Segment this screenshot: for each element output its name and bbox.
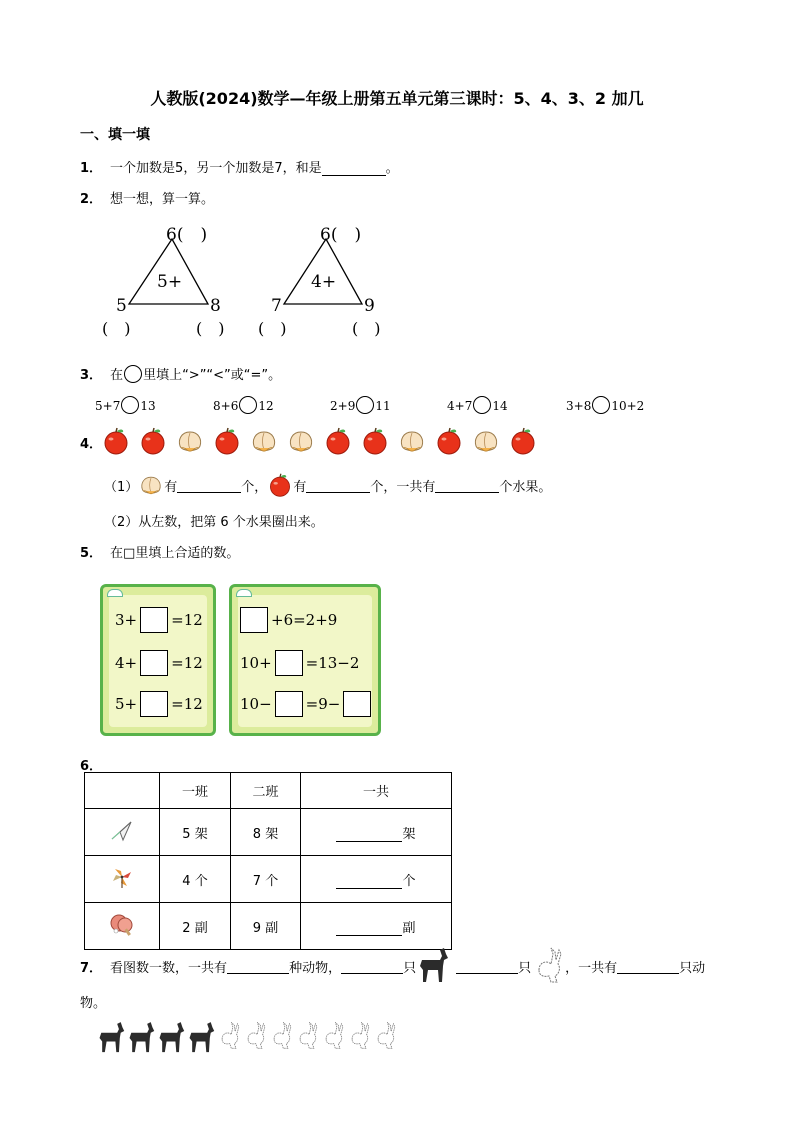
- answer-blank[interactable]: [456, 959, 518, 974]
- triangle-top-label: 6( ): [166, 225, 208, 245]
- data-table: [84, 772, 452, 950]
- answer-blank[interactable]: [336, 827, 402, 842]
- rabbit-icon: [346, 1018, 372, 1062]
- question-4-part-2: （2）从左数，把第 6 个水果圈出来。: [104, 515, 324, 530]
- compare-right: 14: [492, 399, 508, 413]
- compare-right: 12: [258, 399, 274, 413]
- answer-blank[interactable]: [336, 921, 402, 936]
- answer-box[interactable]: [140, 691, 168, 717]
- rabbit-icon: [320, 1018, 346, 1062]
- eq-post: +6=2+9: [271, 611, 338, 629]
- table-header-cell: [85, 773, 160, 809]
- apple-icon[interactable]: [211, 426, 243, 460]
- card-equation: [240, 650, 359, 676]
- triangle-top-label: 6( ): [320, 225, 362, 245]
- eq-pre: 5+: [115, 695, 138, 713]
- text-unit: 个，: [241, 479, 268, 495]
- pingpong-paddle-icon: [108, 911, 136, 937]
- question-text: 看图数一数，一共有: [110, 960, 228, 976]
- table-cell: 7 个: [231, 856, 301, 903]
- compare-item-5: [566, 396, 644, 414]
- question-3: [80, 364, 281, 383]
- question-text: 在□里填上合适的数。: [110, 546, 240, 561]
- triangle-puzzle-1: [98, 218, 248, 338]
- question-number: 6．: [80, 759, 103, 774]
- goat-icon: [186, 1018, 216, 1062]
- text-unit: 个，一共有: [370, 479, 436, 495]
- cloud-icon: [236, 589, 252, 597]
- triangle-bottom-right-blank[interactable]: ( ): [352, 319, 381, 338]
- cloud-icon: [107, 589, 123, 597]
- question-number: 7．: [80, 960, 103, 976]
- unit-text: 架: [402, 826, 416, 842]
- table-row: [85, 856, 452, 903]
- triangle-center-label: 4+: [311, 272, 337, 292]
- rabbit-icon: [268, 1018, 294, 1062]
- table-header-cell: 一班: [160, 773, 231, 809]
- apple-icon[interactable]: [359, 426, 391, 460]
- table-header-cell: 二班: [231, 773, 301, 809]
- page-title: 人教版(2024)数学—年级上册第五单元第三课时：5、4、3、2 加几: [150, 89, 644, 108]
- table-cell: 4 个: [160, 856, 231, 903]
- eq-pre: 10+: [240, 654, 272, 672]
- equation-card-1: [100, 584, 216, 736]
- table-cell: 5 架: [160, 809, 231, 856]
- rabbit-icon: [372, 1018, 398, 1062]
- answer-box[interactable]: [275, 650, 303, 676]
- goat-icon: [416, 946, 450, 986]
- pinwheel-icon: [109, 865, 135, 889]
- peach-icon[interactable]: [174, 426, 206, 460]
- card-equation: [115, 650, 203, 676]
- apple-icon[interactable]: [433, 426, 465, 460]
- goat-icon: [126, 1018, 156, 1062]
- eq-pre: 10−: [240, 695, 272, 713]
- card-equation: [115, 691, 203, 717]
- rabbit-icon: [242, 1018, 268, 1062]
- circle-icon: [124, 365, 142, 383]
- table-cell: 9 副: [231, 903, 301, 950]
- peach-icon[interactable]: [396, 426, 428, 460]
- compare-circle[interactable]: [121, 396, 139, 414]
- animal-row: [96, 1018, 398, 1062]
- goat-icon: [96, 1018, 126, 1062]
- table-answer-cell: [301, 903, 452, 950]
- table-answer-cell: [301, 809, 452, 856]
- part-label: （1）: [104, 479, 139, 495]
- question-1: [80, 157, 399, 176]
- table-icon-cell: [85, 856, 160, 903]
- table-header-cell: 一共: [301, 773, 452, 809]
- answer-blank[interactable]: [341, 959, 403, 974]
- apple-icon[interactable]: [100, 426, 132, 460]
- compare-circle[interactable]: [592, 396, 610, 414]
- question-number: 2．: [80, 192, 103, 207]
- compare-left: 5+7: [95, 399, 121, 413]
- peach-icon[interactable]: [285, 426, 317, 460]
- question-2: [80, 188, 214, 207]
- question-text: 只动: [679, 960, 706, 976]
- rabbit-icon: [216, 1018, 242, 1062]
- compare-right: 10+2: [611, 399, 645, 413]
- rabbit-icon: [294, 1018, 320, 1062]
- question-4-part-1: [104, 472, 551, 498]
- unit-text: 个: [402, 873, 416, 889]
- compare-right: 13: [140, 399, 156, 413]
- peach-icon[interactable]: [470, 426, 502, 460]
- rabbit-icon: [531, 946, 565, 986]
- question-text: 只: [518, 960, 532, 976]
- compare-left: 8+6: [213, 399, 239, 413]
- question-7: [80, 946, 705, 986]
- peach-icon[interactable]: [248, 426, 280, 460]
- compare-left: 2+9: [330, 399, 356, 413]
- equation-card-2: [229, 584, 381, 736]
- compare-item-4: [447, 396, 508, 414]
- question-text: 只: [403, 960, 417, 976]
- goat-icon: [156, 1018, 186, 1062]
- question-number: 1．: [80, 161, 103, 176]
- question-text: ，一共有: [565, 960, 618, 976]
- eq-pre: 3+: [115, 611, 138, 629]
- table-icon-cell: [85, 809, 160, 856]
- answer-blank[interactable]: [435, 478, 499, 493]
- question-text: 一个加数是5，另一个加数是7，和是: [110, 161, 322, 176]
- table-answer-cell: [301, 856, 452, 903]
- table-icon-cell: [85, 903, 160, 950]
- compare-left: 3+8: [566, 399, 592, 413]
- peach-icon: [138, 472, 164, 498]
- question-5: [80, 542, 239, 561]
- eq-post: =12: [171, 654, 203, 672]
- triangle-bottom-left-blank[interactable]: ( ): [258, 319, 287, 338]
- answer-blank[interactable]: [177, 478, 241, 493]
- question-number: 5．: [80, 546, 103, 561]
- question-number: 3．: [80, 368, 103, 383]
- paper-plane-icon: [109, 818, 135, 842]
- answer-blank[interactable]: [227, 959, 289, 974]
- answer-blank[interactable]: [306, 478, 370, 493]
- compare-item-1: [95, 396, 156, 414]
- apple-icon[interactable]: [507, 426, 539, 460]
- eq-mid: =9−: [305, 695, 341, 713]
- card-equation: [240, 691, 374, 717]
- eq-post: =12: [171, 611, 203, 629]
- question-text: 想一想，算一算。: [110, 192, 215, 207]
- triangle-left-label: 5: [116, 296, 127, 316]
- text-has: 有: [164, 479, 178, 495]
- triangle-bottom-right-blank[interactable]: ( ): [196, 319, 225, 338]
- triangle-right-label: 9: [364, 296, 375, 316]
- unit-text: 副: [402, 920, 416, 936]
- eq-post: =12: [171, 695, 203, 713]
- answer-blank[interactable]: [336, 874, 402, 889]
- apple-icon[interactable]: [322, 426, 354, 460]
- question-7-line2: 物。: [80, 996, 107, 1011]
- text-has: 有: [293, 479, 307, 495]
- triangle-right-label: 8: [210, 296, 221, 316]
- table-cell: 2 副: [160, 903, 231, 950]
- question-end: 。: [385, 161, 399, 176]
- question-text: 种动物，: [289, 960, 342, 976]
- compare-item-3: [330, 396, 391, 414]
- compare-item-2: [213, 396, 274, 414]
- triangle-left-label: 7: [271, 296, 282, 316]
- answer-box[interactable]: [140, 650, 168, 676]
- apple-icon: [267, 472, 293, 498]
- answer-blank[interactable]: [617, 959, 679, 974]
- question-text-pre: 在: [110, 368, 124, 383]
- question-number: 4．: [80, 437, 103, 452]
- table-row: [85, 903, 452, 950]
- answer-box[interactable]: [240, 607, 268, 633]
- answer-blank[interactable]: [322, 161, 386, 176]
- table-row: [85, 809, 452, 856]
- apple-icon[interactable]: [137, 426, 169, 460]
- compare-circle[interactable]: [473, 396, 491, 414]
- compare-left: 4+7: [447, 399, 473, 413]
- triangle-puzzle-2: [258, 218, 408, 338]
- compare-circle[interactable]: [239, 396, 257, 414]
- question-text: 里填上“>”“<”或“=”。: [143, 368, 282, 383]
- section-heading: 一、填一填: [80, 127, 150, 143]
- triangle-center-label: 5+: [157, 272, 183, 292]
- table-cell: 8 架: [231, 809, 301, 856]
- compare-right: 11: [375, 399, 391, 413]
- answer-box[interactable]: [275, 691, 303, 717]
- eq-post: =13−2: [305, 654, 360, 672]
- text-unit: 个水果。: [499, 479, 552, 495]
- answer-box[interactable]: [343, 691, 371, 717]
- answer-box[interactable]: [140, 607, 168, 633]
- triangle-bottom-left-blank[interactable]: ( ): [102, 319, 131, 338]
- eq-pre: 4+: [115, 654, 138, 672]
- card-equation: [240, 607, 337, 633]
- fruit-row: [100, 426, 539, 460]
- card-equation: [115, 607, 203, 633]
- compare-circle[interactable]: [356, 396, 374, 414]
- table-header-row: [85, 773, 452, 809]
